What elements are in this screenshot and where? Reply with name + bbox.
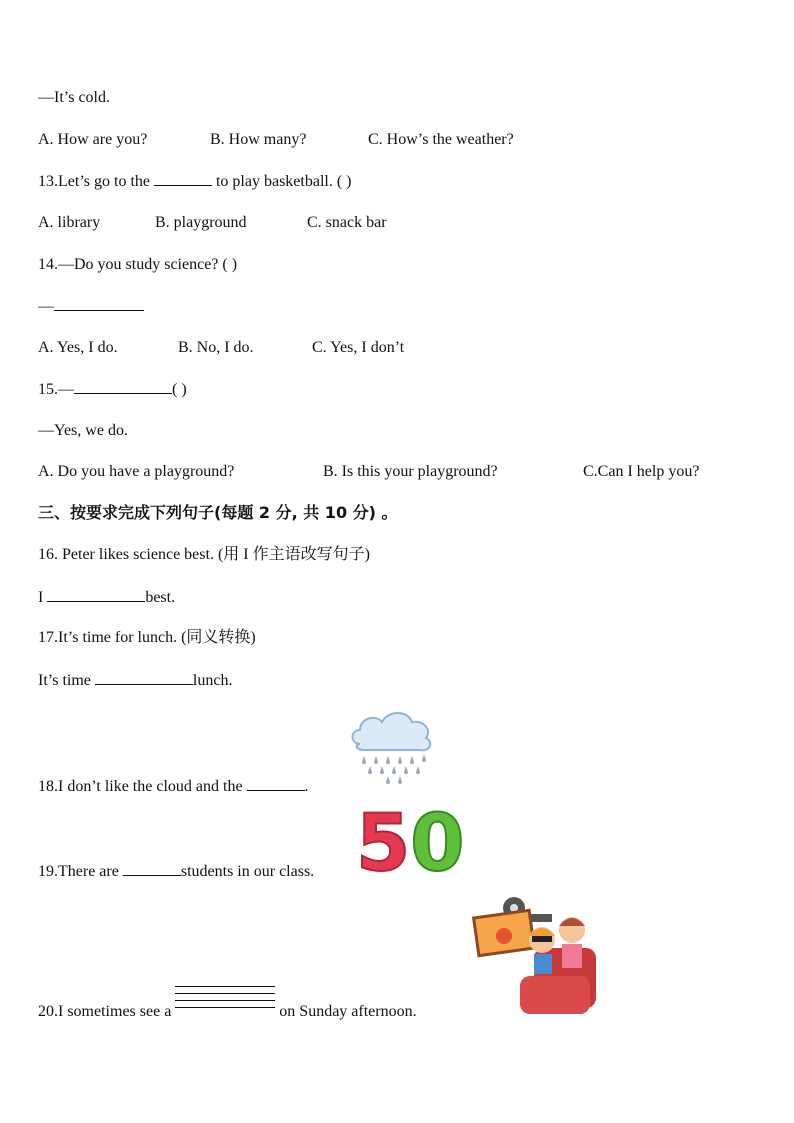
q15-option-b: B. Is this your playground? (323, 463, 498, 480)
q15-stem-before: 15.— (38, 381, 74, 398)
q12-option-a: A. How are you? (38, 131, 148, 148)
q17-answer-before: It’s time (38, 672, 95, 689)
q13-option-c: C. snack bar (307, 214, 387, 231)
q20-stem (38, 1002, 417, 1022)
q13-stem-after: to play basketball. ( ) (211, 173, 352, 190)
q14-dash: — (38, 298, 54, 315)
q12-answer-line: —It’s cold. (38, 89, 110, 106)
digit-0: 0 (410, 799, 465, 889)
q13-stem-before: 13.Let’s go to the (38, 173, 154, 190)
q18-stem-before: 18.I don’t like the cloud and the (38, 778, 247, 795)
q15-option-c: C.Can I help you? (583, 463, 700, 480)
q19-stem-after: students in our class. (180, 863, 315, 880)
q12-option-b: B. How many? (210, 131, 307, 148)
q13-blank[interactable] (154, 171, 212, 186)
q20-stem-before: 20.I sometimes see a (38, 1003, 176, 1020)
q17-answer (38, 670, 232, 691)
q19-stem-before: 19.There are (38, 863, 123, 880)
q15-blank[interactable] (74, 379, 172, 394)
cinema-film-icon (474, 896, 602, 1020)
digit-five (356, 799, 465, 889)
q16-answer (38, 587, 175, 608)
q18-blank[interactable] (247, 776, 305, 791)
q18-stem (38, 776, 309, 797)
q17-answer-after: lunch. (192, 672, 233, 689)
q14-option-b: B. No, I do. (178, 339, 254, 356)
q16-answer-before: I (38, 589, 48, 606)
q14-stem: 14.—Do you study science? ( ) (38, 256, 238, 273)
q14-answer-line (38, 296, 144, 317)
q14-option-a: A. Yes, I do. (38, 339, 118, 356)
q15-option-a: A. Do you have a playground? (38, 463, 235, 480)
q19-blank[interactable] (123, 861, 181, 876)
q15-stem-after: ( ) (172, 381, 187, 398)
q13-option-b: B. playground (155, 214, 247, 231)
number-fifty-icon (354, 799, 465, 889)
q14-blank[interactable] (54, 296, 144, 311)
q17-stem: 17.It’s time for lunch. (同义转换) (38, 629, 256, 646)
q16-blank[interactable] (47, 587, 145, 602)
q12-option-c: C. How’s the weather? (368, 131, 514, 148)
q19-stem (38, 861, 314, 882)
q14-option-c: C. Yes, I don’t (312, 339, 405, 356)
rain-cloud-icon (348, 706, 436, 786)
q20-blank[interactable] (175, 1002, 275, 1016)
digit-5: 5 (356, 799, 411, 889)
q13-stem (38, 171, 352, 192)
q15-answer-line: —Yes, we do. (38, 422, 128, 439)
q13-option-a: A. library (38, 214, 101, 231)
q16-stem: 16. Peter likes science best. (用 I 作主语改写句子) (38, 546, 370, 563)
section-3-heading: 三、按要求完成下列句子(每题 2 分, 共 10 分) 。 (38, 503, 398, 522)
q15-stem (38, 379, 187, 400)
q17-blank[interactable] (95, 670, 193, 685)
q16-answer-after: best. (145, 589, 176, 606)
q20-stem-after: on Sunday afternoon. (275, 1003, 417, 1020)
q18-stem-after: . (304, 778, 309, 795)
